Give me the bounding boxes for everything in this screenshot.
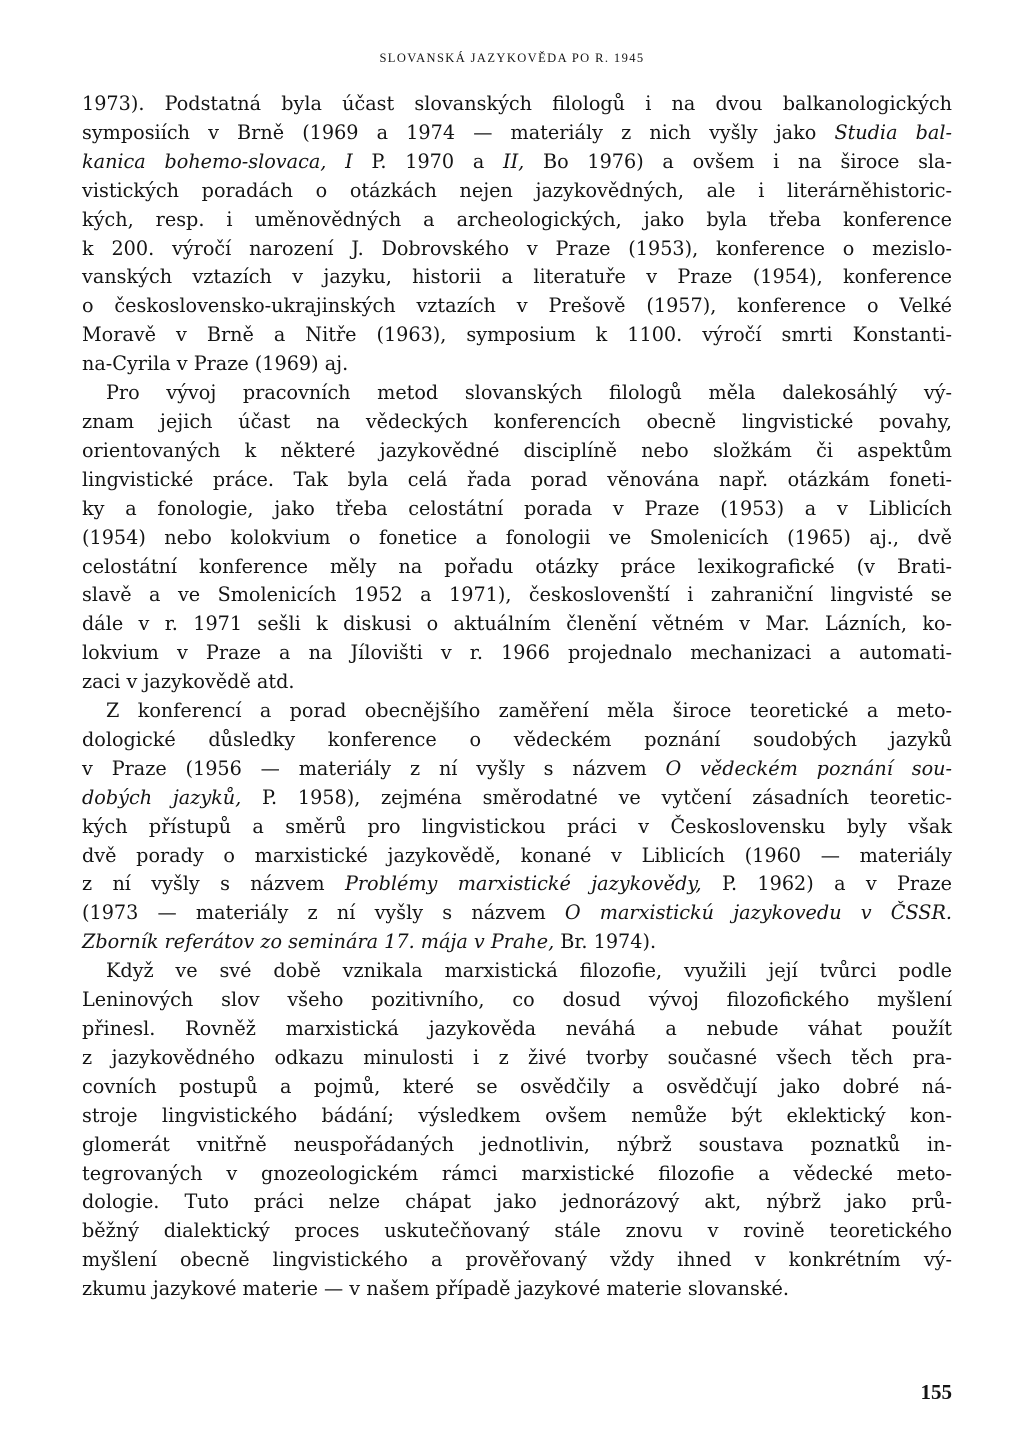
text-segment: P. 1962) a v Praze	[701, 872, 952, 896]
text-segment: na-Cyrila v Praze (1969) aj.	[82, 352, 349, 376]
text-line	[82, 495, 952, 524]
text-line	[82, 1188, 952, 1217]
text-segment: kých, resp. i uměnovědných a archeologických, jako byla třeba konference	[82, 207, 952, 231]
text-segment: ky a fonologie, jako třeba celostátní porada v Praze (1953) a v Liblicích	[82, 496, 952, 520]
text-segment: 1973). Podstatná byla účast slovanských filologů i na dvou balkanologických	[82, 92, 952, 115]
text-segment: Bo 1976) a ovšem i na široce sla-	[524, 149, 952, 173]
text-line	[82, 235, 952, 264]
text-segment: Moravě v Brně a Nitře (1963), symposium k 1100. výročí smrti Konstanti-	[82, 323, 952, 347]
text-segment: symposiích v Brně (1969 a 1974 — materiály z nich vyšly jako	[82, 120, 835, 144]
text-segment: lingvistické práce. Tak byla celá řada porad věnována např. otázkám foneti-	[82, 467, 952, 491]
text-line	[82, 697, 952, 726]
text-line	[82, 870, 952, 899]
text-line	[82, 321, 952, 350]
text-line	[82, 148, 952, 177]
text-segment: zkumu jazykové materie — v našem případě jazykové materie slovanské.	[82, 1277, 789, 1301]
text-line	[82, 1073, 952, 1102]
text-segment: P. 1970 a	[352, 149, 503, 173]
text-line	[82, 1044, 952, 1073]
text-line	[82, 755, 952, 784]
text-segment: v Praze (1956 — materiály z ní vyšly s názvem	[82, 756, 666, 780]
text-line	[82, 668, 952, 697]
text-line	[82, 581, 952, 610]
text-line	[82, 177, 952, 206]
text-line	[82, 639, 952, 668]
text-line	[82, 1275, 952, 1304]
text-segment: dologie. Tuto práci nelze chápat jako jednorázový akt, nýbrž jako prů-	[82, 1190, 952, 1214]
paragraph	[82, 957, 952, 1304]
text-segment: dále v r. 1971 sešli k diskusi o aktuálním členění větném v Mar. Lázních, ko-	[82, 612, 952, 636]
body-text	[82, 90, 952, 1304]
text-segment: kých přístupů a směrů pro lingvistickou práci v Československu byly však	[82, 814, 952, 838]
text-line	[82, 784, 952, 813]
text-line	[82, 437, 952, 466]
italic-segment: O vědeckém poznání sou-	[665, 756, 952, 780]
text-line	[82, 986, 952, 1015]
text-line	[82, 119, 952, 148]
text-line	[82, 524, 952, 553]
text-segment: Leninových slov všeho pozitivního, co dosud vývoj filozofického myšlení	[82, 988, 952, 1012]
text-segment: zaci v jazykovědě atd.	[82, 670, 295, 694]
text-segment: covních postupů a pojmů, které se osvědčily a osvědčují jako dobré ná-	[82, 1074, 952, 1098]
text-segment: lokvium v Praze a na Jílovišti v r. 1966 projednalo mechanizaci a automati-	[82, 641, 952, 665]
text-segment: (1954) nebo kolokvium o fonetice a fonologii ve Smolenicích (1965) aj., dvě	[82, 525, 952, 549]
text-segment: vistických poradách o otázkách nejen jazykovědných, ale i literárněhistoric-	[82, 178, 952, 202]
paragraph	[82, 697, 952, 957]
text-line	[82, 292, 952, 321]
text-line	[82, 1246, 952, 1275]
text-segment: tegrovaných v gnozeologickém rámci marxistické filozofie a vědecké meto-	[82, 1161, 952, 1185]
text-line	[82, 1131, 952, 1160]
text-line	[82, 1160, 952, 1189]
text-line	[82, 206, 952, 235]
page-number: 155	[920, 1380, 952, 1404]
text-line	[82, 379, 952, 408]
italic-segment: Zborník referátov zo seminára 17. mája v Prahe,	[82, 930, 555, 954]
text-line	[82, 1102, 952, 1131]
text-segment: o československo-ukrajinských vztazích v Prešově (1957), konference o Velké	[82, 294, 952, 318]
italic-segment: Studia bal-	[834, 120, 952, 144]
paragraph	[82, 90, 952, 379]
text-segment: dologické důsledky konference o vědeckém poznání soudobých jazyků	[82, 727, 952, 751]
text-segment: běžný dialektický proces uskutečňovaný stále znovu v rovině teoretického	[82, 1219, 952, 1243]
text-line	[82, 553, 952, 582]
text-segment: stroje lingvistického bádání; výsledkem ovšem nemůže být eklektický kon-	[82, 1103, 952, 1127]
text-segment: orientovaných k některé jazykovědné disciplíně nebo složkám či aspektům	[82, 438, 952, 462]
text-segment: k 200. výročí narození J. Dobrovského v Praze (1953), konference o mezislo-	[82, 236, 952, 260]
text-segment: vanských vztazích v jazyku, historii a literatuře v Praze (1954), konference	[82, 265, 952, 289]
text-segment: myšlení obecně lingvistického a prověřovaný vždy ihned v konkrétním vý-	[82, 1248, 952, 1272]
text-segment: z ní vyšly s názvem	[82, 872, 345, 896]
text-line	[82, 263, 952, 292]
italic-segment: O marxistickú jazykovedu v ČSSR.	[564, 901, 952, 925]
text-segment: slavě a ve Smolenicích 1952 a 1971), českoslovenští i zahraniční lingvisté se	[82, 583, 952, 607]
text-segment: celostátní konference měly na pořadu otázky práce lexikografické (v Brati-	[82, 554, 952, 578]
text-line	[82, 1015, 952, 1044]
running-header: SLOVANSKÁ JAZYKOVĚDA PO R. 1945	[379, 51, 645, 65]
text-segment: z jazykovědného odkazu minulosti i z živé tvorby současné všech těch pra-	[82, 1045, 952, 1069]
text-line	[82, 842, 952, 871]
text-segment: přinesl. Rovněž marxistická jazykověda neváhá a nebude váhat použít	[82, 1017, 952, 1040]
italic-segment: dobých jazyků,	[82, 785, 242, 809]
text-line	[82, 350, 952, 379]
text-segment: Když ve své době vznikala marxistická filozofie, využili její tvůrci podle	[106, 959, 952, 983]
text-line	[82, 928, 952, 957]
text-line	[82, 726, 952, 755]
text-line	[82, 90, 952, 119]
text-segment: Pro vývoj pracovních metod slovanských filologů měla dalekosáhlý vý-	[106, 381, 952, 405]
text-segment: dvě porady o marxistické jazykovědě, konané v Liblicích (1960 — materiály	[82, 843, 952, 867]
text-segment: Z konferencí a porad obecnějšího zaměření měla široce teoretické a meto-	[106, 699, 952, 723]
text-line	[82, 957, 952, 986]
text-line	[82, 899, 952, 928]
italic-segment: II,	[503, 149, 525, 173]
text-line	[82, 408, 952, 437]
text-segment: znam jejich účast na vědeckých konferencích obecně lingvistické povahy,	[82, 409, 952, 433]
italic-segment: Problémy marxistické jazykovědy,	[344, 872, 702, 896]
paragraph	[82, 379, 952, 697]
text-segment: Br. 1974).	[554, 930, 657, 954]
text-segment: (1973 — materiály z ní vyšly s názvem	[82, 901, 565, 925]
italic-segment: kanica bohemo-slovaca, I	[82, 149, 353, 173]
text-line	[82, 466, 952, 495]
text-segment: P. 1958), zejména směrodatné ve vytčení zásadních teoretic-	[241, 785, 952, 809]
text-segment: glomerát vnitřně neuspořádaných jednotlivin, nýbrž soustava poznatků in-	[82, 1132, 952, 1156]
text-line	[82, 813, 952, 842]
text-line	[82, 1217, 952, 1246]
text-line	[82, 610, 952, 639]
